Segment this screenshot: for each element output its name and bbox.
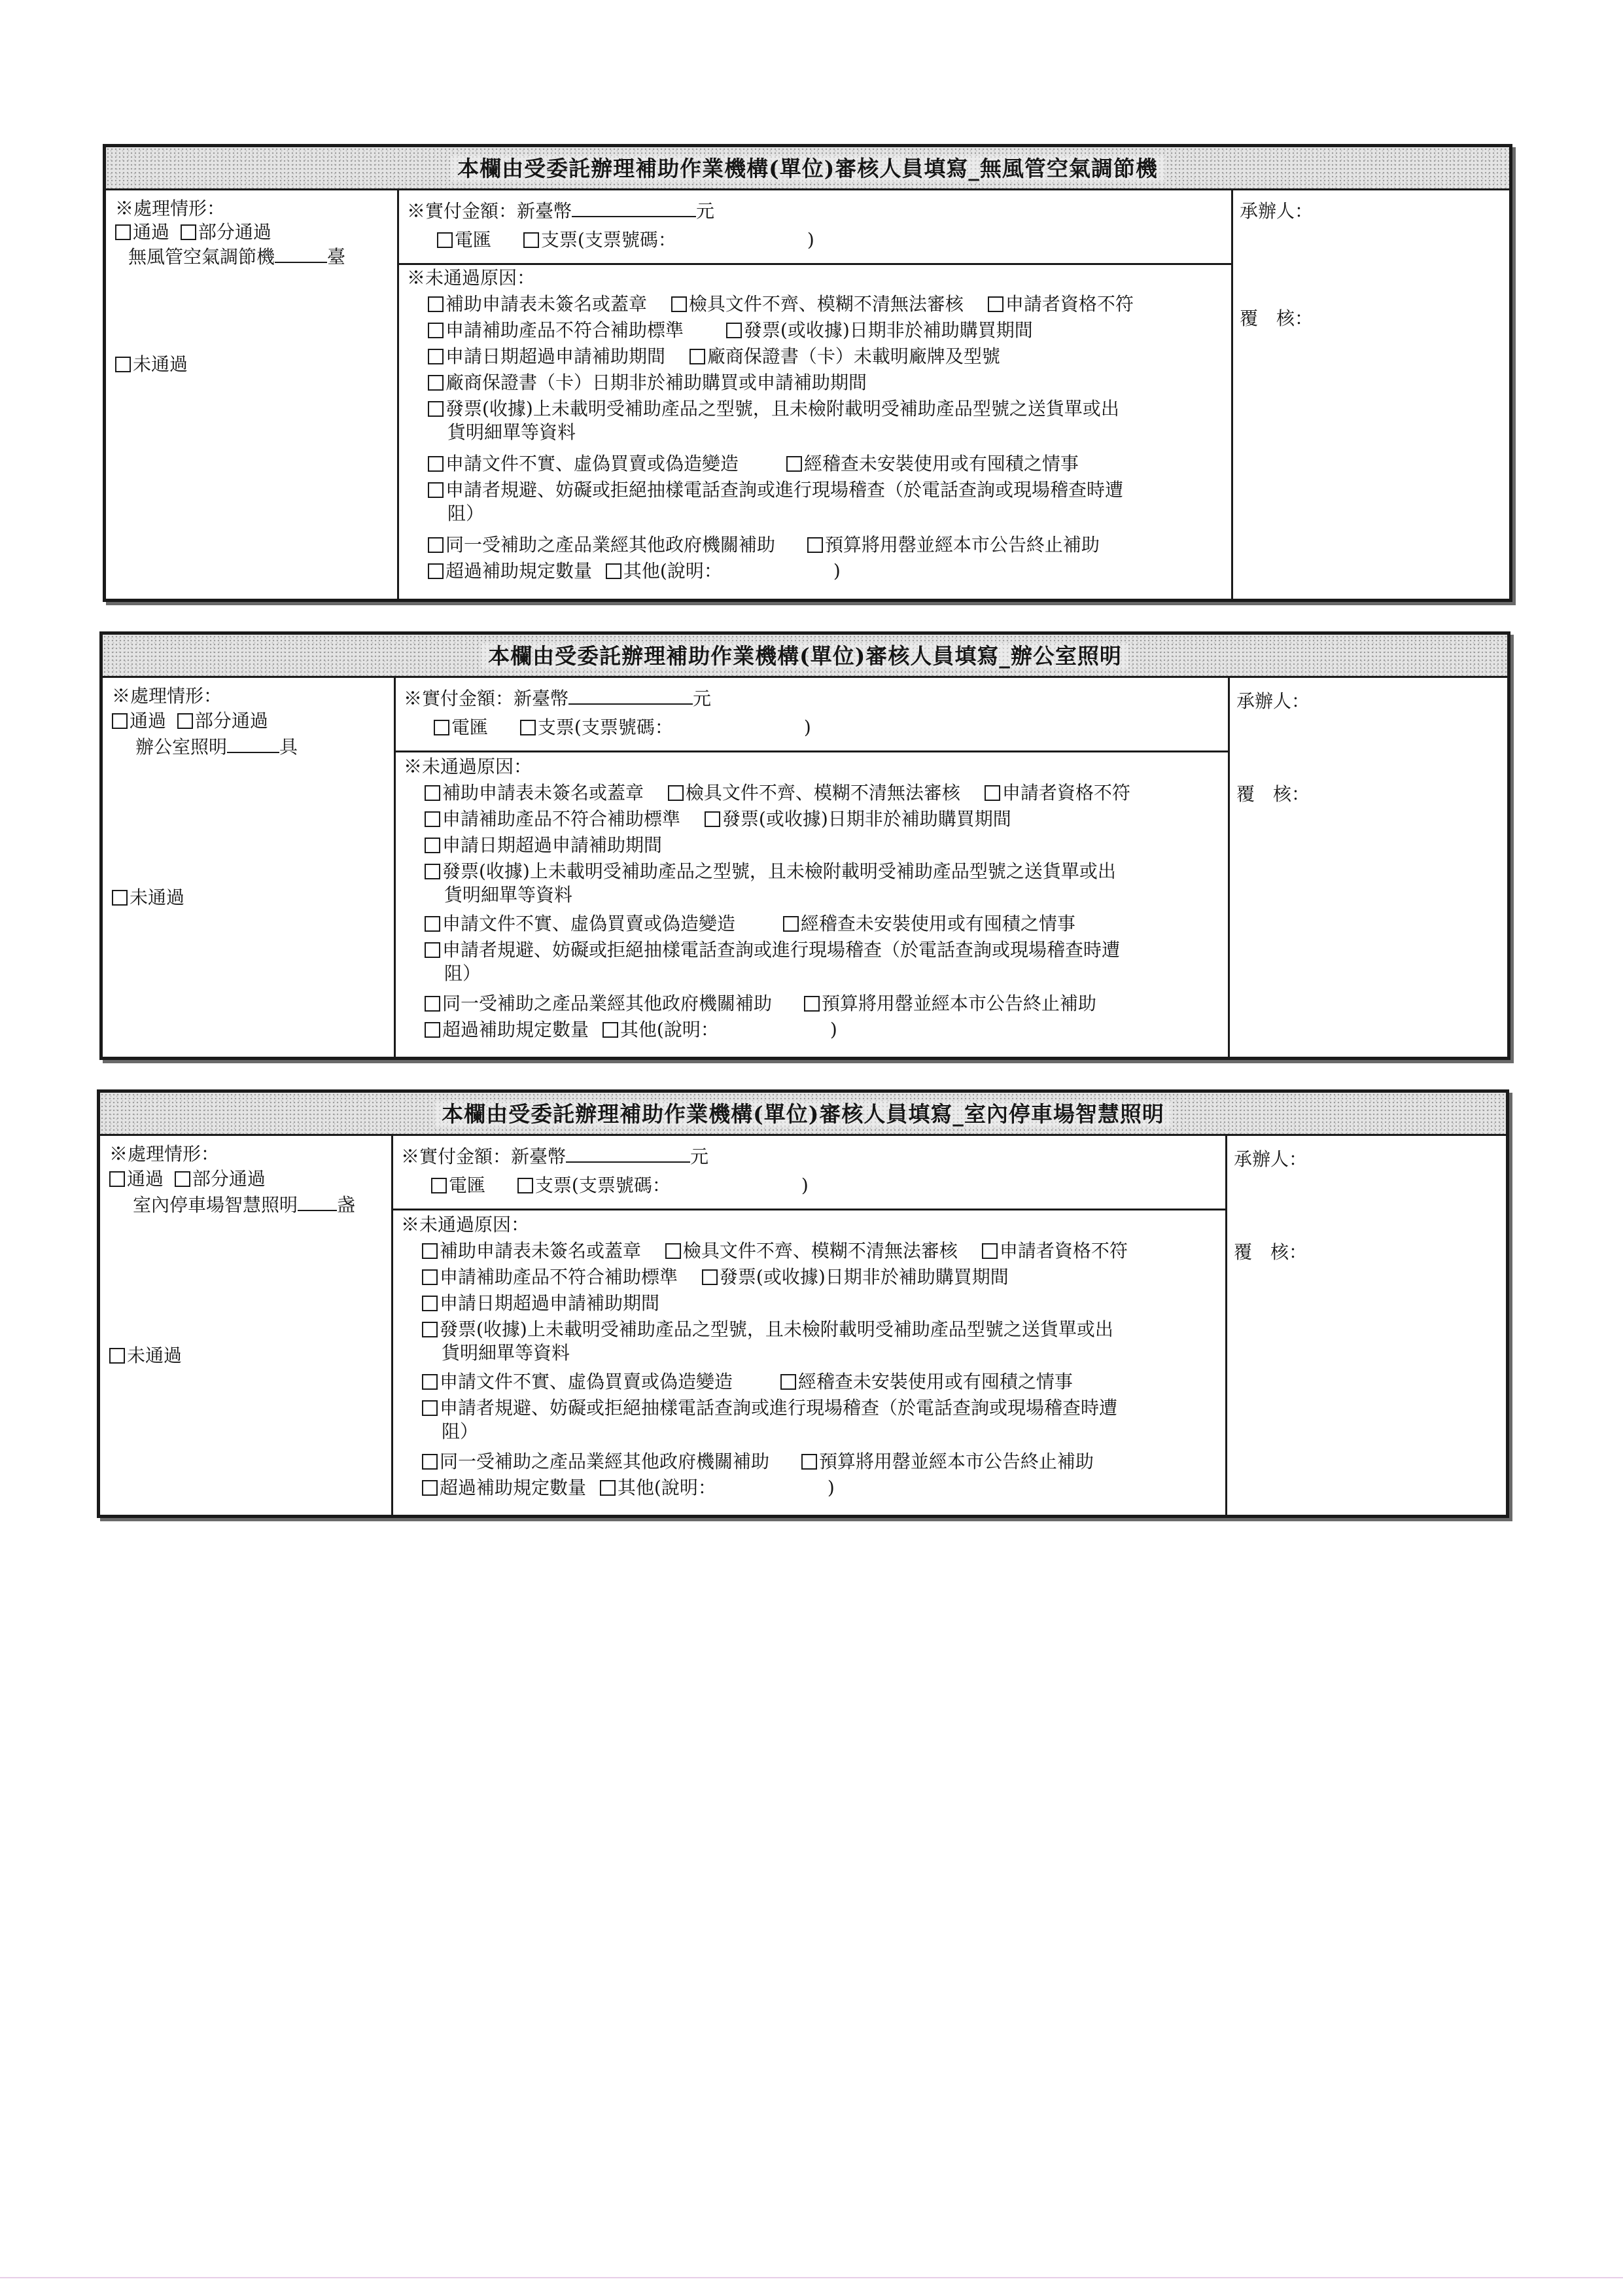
amount-field[interactable] <box>572 202 696 217</box>
pass-checkbox[interactable] <box>109 1171 125 1187</box>
form-header: 本欄由受委託辦理補助作業機構(單位)審核人員填寫_辦公室照明 <box>103 635 1507 678</box>
reason-row-2: 申請補助產品不符合補助標準 發票(或收據)日期非於補助購買期間 <box>428 319 1033 342</box>
reason-row-3: 申請日期超過申請補助期間 <box>422 1292 659 1315</box>
detail-column <box>399 190 1233 599</box>
payment-section <box>399 190 1231 265</box>
fail-option: 未通過 <box>115 353 188 376</box>
amount-row: ※實付金額：新臺幣 元 <box>407 200 715 222</box>
payment-section <box>393 1136 1225 1210</box>
reason-row-8: 超過補助規定數量 其他(說明： ) <box>422 1476 835 1500</box>
amount-field[interactable] <box>566 1147 690 1163</box>
signature-column <box>1233 190 1509 599</box>
partial-pass-checkbox[interactable] <box>181 224 196 240</box>
reason-row-2: 申請補助產品不符合補助標準 發票(或收據)日期非於補助購買期間 <box>425 807 1011 831</box>
wire-checkbox[interactable] <box>431 1178 447 1193</box>
page-bottom-rule <box>0 2277 1623 2278</box>
reason-row-1: 補助申請表未簽名或蓋章 檢具文件不齊、模糊不清無法審核 申請者資格不符 <box>425 781 1130 805</box>
payment-method-row: 電匯 支票(支票號碼： ) <box>437 228 814 252</box>
signature-column <box>1230 678 1507 1057</box>
reason-row-4-cont: 貨明細單等資料 <box>442 1342 570 1364</box>
status-label: ※處理情形： <box>115 198 226 219</box>
reason-row-7: 同一受補助之產品業經其他政府機關補助 預算將用罄並經本市公告終止補助 <box>425 992 1096 1016</box>
reason-row-4-cont: 貨明細單等資料 <box>444 884 573 906</box>
partial-pass-checkbox[interactable] <box>175 1171 190 1187</box>
form-header: 本欄由受委託辦理補助作業機構(單位)審核人員填寫_室內停車場智慧照明 <box>100 1093 1506 1136</box>
reason-row-6: 申請者規避、妨礙或拒絕抽樣電話查詢或進行現場稽查（於電話查詢或現場稽查時遭 <box>425 938 1120 962</box>
reason-row-1: 補助申請表未簽名或蓋章 檢具文件不齊、模糊不清無法審核 申請者資格不符 <box>422 1239 1128 1263</box>
status-column <box>103 678 396 1057</box>
payment-section <box>396 678 1228 752</box>
status-column <box>100 1136 393 1515</box>
reason-row-5-cont: 貨明細單等資料 <box>447 421 576 443</box>
reason-row-8: 超過補助規定數量 其他(說明： ) <box>425 1018 837 1042</box>
payment-method-row: 電匯 支票(支票號碼： ) <box>431 1174 809 1197</box>
reason-label: ※未通過原因： <box>401 1214 530 1235</box>
reason-row-6-cont: 阻） <box>444 963 481 984</box>
detail-column <box>396 678 1230 1057</box>
reason-label: ※未通過原因： <box>404 756 532 777</box>
reason-row-5: 申請文件不實、虛偽買賣或偽造變造 經稽查未安裝使用或有囤積之情事 <box>422 1370 1073 1394</box>
handler-label: 承辦人： <box>1234 1148 1308 1170</box>
fail-checkbox[interactable] <box>115 357 131 372</box>
reason-row-5: 申請文件不實、虛偽買賣或偽造變造 經稽查未安裝使用或有囤積之情事 <box>425 912 1075 936</box>
reason-row-4: 廠商保證書（卡）日期非於補助購買或申請補助期間 <box>428 371 867 395</box>
reason-label: ※未通過原因： <box>407 267 536 289</box>
check-checkbox[interactable] <box>523 232 539 248</box>
handler-label: 承辦人： <box>1236 690 1310 712</box>
status-label: ※處理情形： <box>112 685 222 707</box>
amount-row: ※實付金額：新臺幣 元 <box>401 1146 709 1167</box>
reason-row-1: 補助申請表未簽名或蓋章 檢具文件不齊、模糊不清無法審核 申請者資格不符 <box>428 292 1134 316</box>
quantity-field[interactable] <box>227 737 279 753</box>
quantity-field[interactable] <box>275 247 327 263</box>
amount-field[interactable] <box>568 689 693 705</box>
review-label: 覆 核： <box>1234 1241 1308 1263</box>
status-column <box>106 190 399 599</box>
review-form-air-conditioner <box>103 144 1512 602</box>
reason-row-7: 同一受補助之產品業經其他政府機關補助 預算將用罄並經本市公告終止補助 <box>422 1450 1094 1474</box>
pass-checkbox[interactable] <box>115 224 131 240</box>
quantity-field[interactable] <box>298 1195 337 1211</box>
review-form-office-lighting <box>99 631 1510 1060</box>
review-label: 覆 核： <box>1236 783 1310 805</box>
reason-row-7-cont: 阻） <box>447 503 485 524</box>
handler-label: 承辦人： <box>1240 200 1314 222</box>
pass-options: 通過 部分通過 <box>115 221 271 244</box>
fail-checkbox[interactable] <box>109 1348 125 1364</box>
reason-row-3: 申請日期超過申請補助期間 廠商保證書（卡）未載明廠牌及型號 <box>428 345 1000 368</box>
reason-row-9: 超過補助規定數量 其他(說明： ) <box>428 559 841 583</box>
quantity-row: 室內停車場智慧照明 盏 <box>133 1194 356 1216</box>
reason-row-7: 申請者規避、妨礙或拒絕抽樣電話查詢或進行現場稽查（於電話查詢或現場稽查時遭 <box>428 478 1123 502</box>
review-form-parking-lighting <box>97 1089 1509 1518</box>
check-checkbox[interactable] <box>520 720 536 735</box>
signature-column <box>1227 1136 1506 1515</box>
reason-row-2: 申請補助產品不符合補助標準 發票(或收據)日期非於補助購買期間 <box>422 1265 1009 1289</box>
pass-options: 通過 部分通過 <box>112 709 268 733</box>
detail-column <box>393 1136 1227 1515</box>
reason-row-6: 申請者規避、妨礙或拒絕抽樣電話查詢或進行現場稽查（於電話查詢或現場稽查時遭 <box>422 1396 1117 1420</box>
wire-checkbox[interactable] <box>437 232 453 248</box>
reason-row-4: 發票(收據)上未載明受補助產品之型號，且未檢附載明受補助產品型號之送貨單或出 <box>425 860 1116 883</box>
reason-row-5: 發票(收據)上未載明受補助產品之型號，且未檢附載明受補助產品型號之送貨單或出 <box>428 397 1119 421</box>
payment-method-row: 電匯 支票(支票號碼： ) <box>434 716 811 739</box>
wire-checkbox[interactable] <box>434 720 449 735</box>
check-checkbox[interactable] <box>517 1178 533 1193</box>
fail-checkbox[interactable] <box>112 890 128 906</box>
pass-checkbox[interactable] <box>112 713 128 729</box>
quantity-row: 辦公室照明 具 <box>135 736 298 758</box>
reason-row-4: 發票(收據)上未載明受補助產品之型號，且未檢附載明受補助產品型號之送貨單或出 <box>422 1318 1113 1341</box>
fail-option: 未通過 <box>109 1344 182 1368</box>
partial-pass-checkbox[interactable] <box>177 713 193 729</box>
quantity-row: 無風管空氣調節機 臺 <box>128 246 346 268</box>
review-label: 覆 核： <box>1240 308 1314 329</box>
reason-row-6: 申請文件不實、虛偽買賣或偽造變造 經稽查未安裝使用或有囤積之情事 <box>428 452 1079 476</box>
fail-option: 未通過 <box>112 886 184 910</box>
pass-options: 通過 部分通過 <box>109 1167 266 1191</box>
status-label: ※處理情形： <box>109 1143 220 1165</box>
reason-row-6-cont: 阻） <box>442 1421 479 1442</box>
amount-row: ※實付金額：新臺幣 元 <box>404 688 712 709</box>
reason-row-8: 同一受補助之產品業經其他政府機關補助 預算將用罄並經本市公告終止補助 <box>428 533 1100 557</box>
reason-row-3: 申請日期超過申請補助期間 <box>425 834 662 857</box>
form-header: 本欄由受委託辦理補助作業機構(單位)審核人員填寫_無風管空氣調節機 <box>106 147 1509 190</box>
